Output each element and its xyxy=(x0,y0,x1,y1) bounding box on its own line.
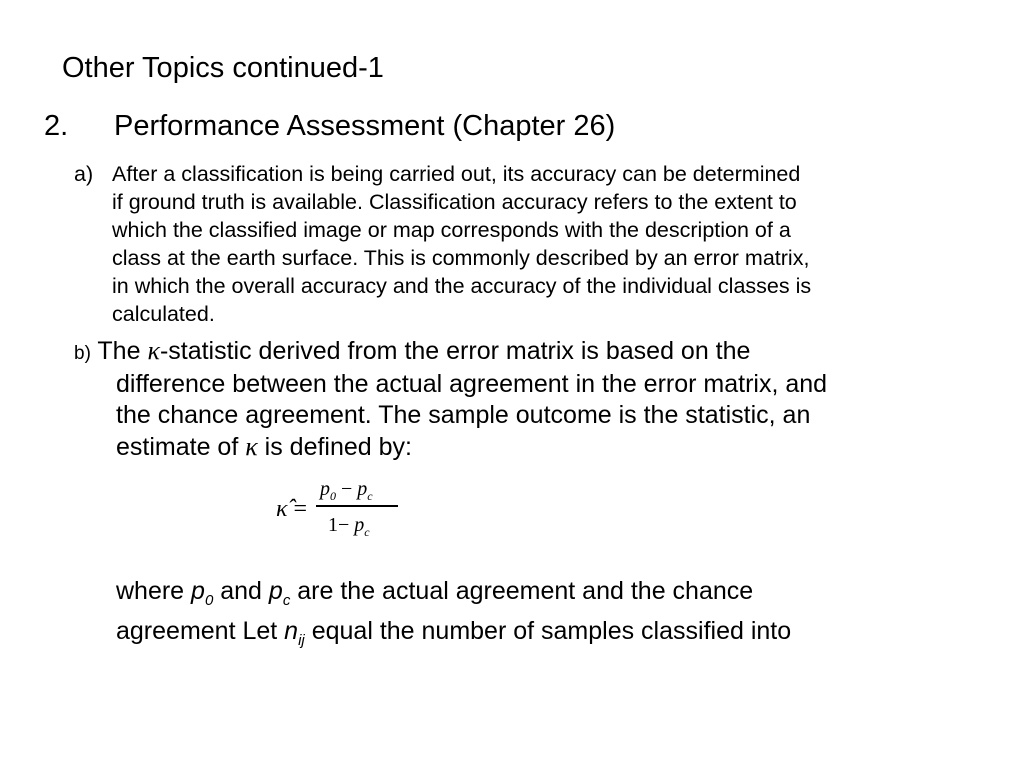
item-a-line-2: if ground truth is available. Classification accuracy refers to the extent to xyxy=(112,190,797,214)
fraction-bar xyxy=(316,505,398,507)
where-line-2-rest: equal the number of samples classified into xyxy=(311,617,792,645)
list-marker-b: b) xyxy=(74,343,91,364)
nij-subscript: ij xyxy=(298,632,305,649)
item-a-line-4: class at the earth surface. This is commonly described by an error matrix, xyxy=(112,246,810,270)
item-b-line-1 xyxy=(74,335,974,369)
nij-letter: n xyxy=(284,617,299,645)
slide-title: Other Topics continued-1 xyxy=(62,52,384,84)
item-a-line-6: calculated. xyxy=(112,302,215,326)
item-b-line-2: difference between the actual agreement in the error matrix, and xyxy=(116,370,828,398)
item-b-line-4-post: is defined by: xyxy=(264,433,412,461)
where-paragraph xyxy=(116,576,976,656)
where-line-1 xyxy=(116,576,976,616)
nij-variable xyxy=(284,617,305,649)
p0-letter: p xyxy=(191,577,205,605)
pc-letter: p xyxy=(268,577,283,605)
denominator-subscript-c: c xyxy=(364,525,370,539)
denominator-one: 1 xyxy=(328,514,338,536)
section-heading xyxy=(44,108,615,144)
section-number: 2. xyxy=(44,110,69,142)
list-marker-a: a) xyxy=(74,162,94,186)
formula-lhs xyxy=(276,494,307,524)
item-b-line-3: the chance agreement. The sample outcome is the statistic, an xyxy=(116,401,811,429)
denominator-p: p xyxy=(354,514,365,536)
item-b-line-4 xyxy=(74,431,974,463)
numerator-p: p xyxy=(320,478,330,500)
formula-denominator xyxy=(328,513,370,544)
kappa-symbol: κ xyxy=(147,336,160,365)
item-b-line-4-pre: estimate of xyxy=(116,433,239,461)
kappa-hat-symbol: κ̂ xyxy=(276,496,288,522)
pc-variable xyxy=(268,577,291,609)
denominator-minus: − xyxy=(338,514,350,536)
p0-subscript: 0 xyxy=(204,592,214,609)
where-line-1-rest: are the actual agreement and the chance xyxy=(297,577,754,605)
numerator-p-c: p xyxy=(357,478,368,500)
where-line-2-pre: agreement Let xyxy=(116,617,278,645)
list-item-a xyxy=(74,160,974,328)
item-a-line-1: After a classification is being carried out, its accuracy can be determined xyxy=(112,162,801,186)
numerator-subscript-0: 0 xyxy=(330,489,336,503)
where-word: where xyxy=(116,577,185,605)
where-line-2 xyxy=(116,616,976,656)
numerator-minus: − xyxy=(341,478,353,500)
equals-sign: = xyxy=(293,496,308,522)
p0-variable xyxy=(191,577,214,609)
formula-numerator xyxy=(320,477,373,508)
item-b-line-1-pre: The xyxy=(97,337,141,365)
kappa-symbol-2: κ xyxy=(245,432,258,461)
item-a-line-5: in which the overall accuracy and the accuracy of the individual classes is xyxy=(112,274,812,298)
list-item-b xyxy=(74,335,974,463)
section-heading-text: Performance Assessment (Chapter 26) xyxy=(114,110,616,142)
pc-subscript: c xyxy=(282,592,291,609)
numerator-subscript-c: c xyxy=(367,489,373,503)
kappa-formula xyxy=(272,474,412,544)
and-word: and xyxy=(220,577,262,605)
item-a-line-3: which the classified image or map corresponds with the description of a xyxy=(112,218,791,242)
item-b-line-1-post: -statistic derived from the error matrix is based on the xyxy=(159,337,751,365)
